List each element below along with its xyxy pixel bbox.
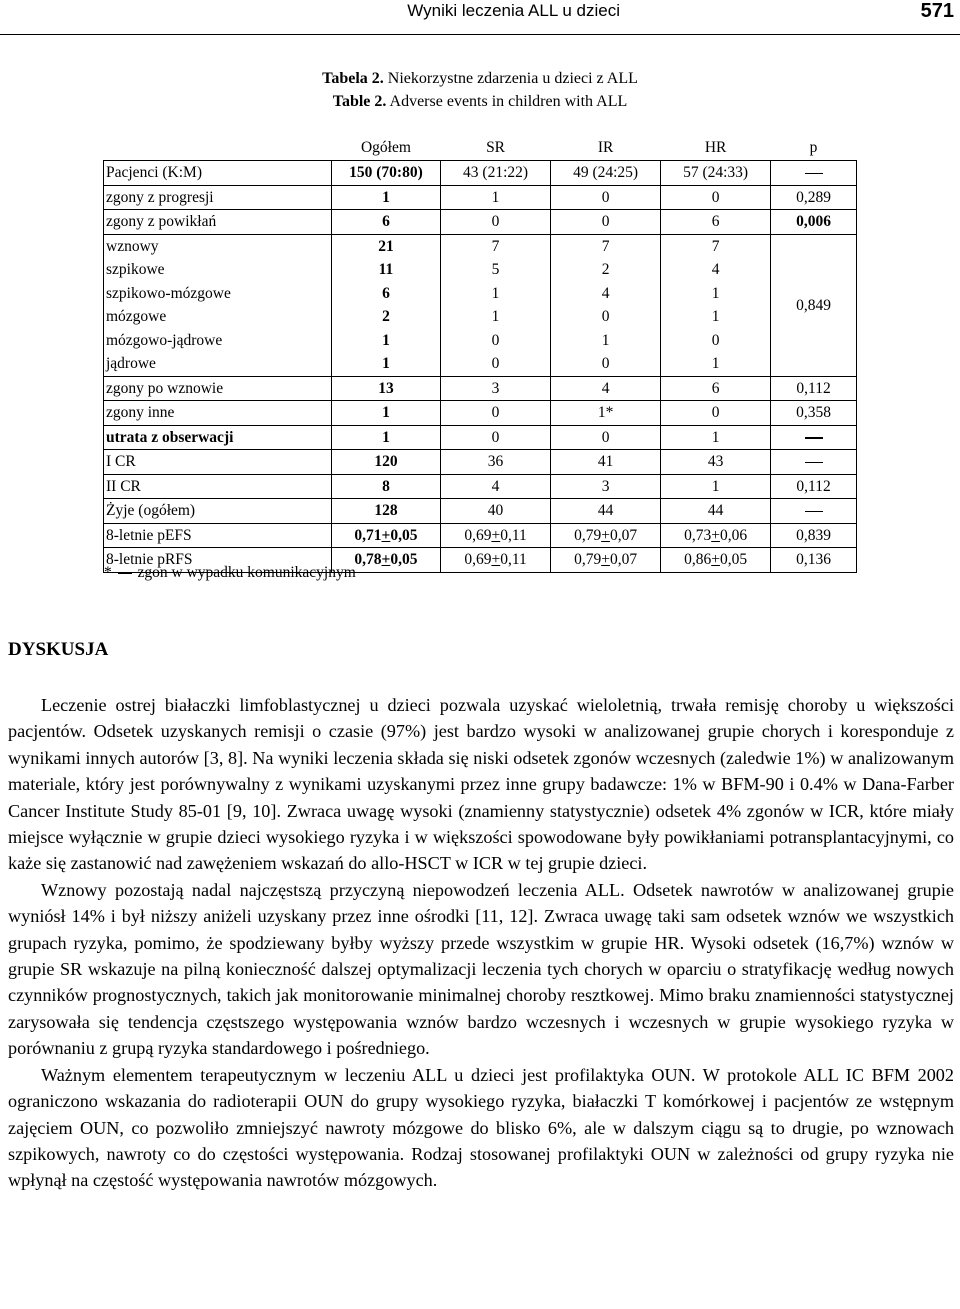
row-label: szpikowe	[104, 258, 332, 282]
error: 0,07	[609, 551, 638, 569]
cell-hr: 1	[661, 305, 771, 329]
cell-total	[331, 523, 440, 548]
cell-p	[771, 161, 857, 186]
header-cell-hr: HR	[704, 139, 727, 156]
cell-hr: 0	[661, 401, 771, 426]
cell-total: 13	[331, 376, 440, 401]
row-label: wznowy	[104, 234, 332, 258]
row-label: zgony po wznowie	[104, 376, 332, 401]
cell-sr: 1	[441, 185, 551, 210]
cell-sr: 40	[441, 499, 551, 524]
table-row	[104, 305, 857, 329]
error: 0,05	[390, 526, 418, 544]
adverse-events-table	[103, 135, 857, 573]
page-number: 571	[920, 0, 954, 22]
row-label: szpikowo-mózgowe	[104, 282, 332, 306]
cell-hr: 4	[661, 258, 771, 282]
cell-ir: 3	[551, 474, 661, 499]
cell-total: 2	[331, 305, 440, 329]
table-row	[104, 425, 857, 450]
cell-ir: 4	[551, 282, 661, 306]
row-label: mózgowo-jądrowe	[104, 329, 332, 353]
table-row	[104, 282, 857, 306]
cell-ir: 0	[551, 425, 661, 450]
cell-sr: 43 (21:22)	[441, 161, 551, 186]
cell-hr: 43	[661, 450, 771, 475]
plus-minus-sign: +	[601, 551, 610, 569]
table-row	[104, 210, 857, 235]
plus-minus-sign: +	[711, 551, 720, 569]
footnote-text: zgon w wypadku komunikacyjnym	[137, 564, 356, 581]
header-cell-label	[104, 135, 332, 161]
error: 0,11	[500, 526, 527, 544]
dash-mark	[805, 437, 823, 439]
error: 0,07	[609, 526, 638, 544]
cell-hr	[661, 548, 771, 573]
dash-mark	[805, 173, 823, 175]
table-row	[104, 234, 857, 258]
estimate: 0,73	[684, 526, 712, 544]
section-body	[8, 692, 954, 1194]
table-row	[104, 352, 857, 376]
row-label: zgony inne	[104, 401, 332, 426]
cell-ir: 1	[551, 329, 661, 353]
paragraph: Leczenie ostrej białaczki limfoblastycznej u dzieci pozwala uzyskać wieloletnią, trwała remisję choroby u większości pacjentów. Odsetek uzyskanych remisji o czasie (97%) jest bardzo wysoki w analizowanej grupie chorych i koresponduje z wynikami innych autorów [3, 8]. Na wyniki leczenia składa się niski odsetek zgonów wczesnych (zaledwie 1%) w analizowanym materiale, który jest porównywalny z wynikami uzyskanymi przez inne grupy badawcze: 1% w BFM-90 i 0.4% w Dana-Farber Cancer Institute Study 85-01 [9, 10]. Zwraca uwagę wysoki (znamienny statystycznie) odsetek 4% zgonów w ICR, które miały miejsce wyłącznie w grupie dzieci wysokiego ryzyka i w większości spowodowane były powikłaniami potransplantacyjnymi, co każe się zastanowić nad zawężeniem wskazań do allo-HSCT w ICR w tej grupie dzieci.	[8, 695, 954, 874]
cell-sr: 0	[441, 425, 551, 450]
cell-total: 11	[331, 258, 440, 282]
journal-title: Wyniki leczenia ALL u dzieci	[407, 1, 620, 20]
estimate: 0,71	[354, 526, 382, 544]
paragraph: Wznowy pozostają nadal najczęstszą przyczyną niepowodzeń leczenia ALL. Odsetek nawrotów w analizowanej grupie wyniósł 14% i był niższy aniżeli uzyskany przez inne ośrodki [11, 12]. Zwraca uwagę taki sam odsetek wznów we wszystkich grupach ryzyka, pomimo, że spodziewany byłby wyższy przede wszystkim w grupie HR. Wysoki odsetek (16,7%) wznów w grupie SR wskazuje na pilną konieczność dalszej optymalizacji leczenia tych chorych w oparciu o stratyfikację według nowych czynników prognostycznych, takich jak monitorowanie minimalnej choroby resztkowej. Mimo braku znamienności statystycznej zarysowała się tendencja częstszego występowania wznów bardzo wczesnych i wczesnych w grupie wysokiego ryzyka w porównaniu z grupą ryzyka standardowego i pośredniego.	[8, 879, 954, 1059]
cell-sr: 1	[441, 282, 551, 306]
plus-minus-sign: +	[711, 526, 720, 544]
row-label: I CR	[104, 450, 332, 475]
row-label: jądrowe	[104, 352, 332, 376]
cell-total: 128	[331, 499, 440, 524]
cell-hr: 1	[661, 474, 771, 499]
table-row	[104, 401, 857, 426]
caption-label-polish: Tabela 2.	[322, 70, 384, 87]
cell-ir: 0	[551, 305, 661, 329]
cell-hr	[661, 523, 771, 548]
table-row	[104, 376, 857, 401]
cell-total: 1	[331, 185, 440, 210]
cell-sr: 0	[441, 401, 551, 426]
row-label: mózgowe	[104, 305, 332, 329]
table-row	[104, 185, 857, 210]
cell-ir	[551, 523, 661, 548]
header-cell-p: p	[809, 139, 818, 156]
cell-ir: 0	[551, 185, 661, 210]
dash-mark	[805, 462, 823, 464]
row-label: Pacjenci (K:M)	[104, 161, 332, 186]
plus-minus-sign: +	[491, 526, 501, 544]
error: 0,05	[719, 551, 748, 569]
table-row	[104, 161, 857, 186]
cell-hr: 44	[661, 499, 771, 524]
row-label: 8-letnie pEFS	[104, 523, 332, 548]
cell-total: 6	[331, 210, 440, 235]
plus-minus-sign: +	[601, 526, 610, 544]
header-cell-sr: SR	[486, 139, 506, 156]
cell-sr	[441, 548, 551, 573]
row-label: Żyje (ogółem)	[104, 499, 332, 524]
cell-sr	[441, 523, 551, 548]
cell-p	[771, 425, 857, 450]
cell-sr: 4	[441, 474, 551, 499]
cell-total: 1	[331, 352, 440, 376]
cell-ir: 44	[551, 499, 661, 524]
table-row	[104, 329, 857, 353]
cell-total: 1	[331, 425, 440, 450]
cell-p	[771, 499, 857, 524]
error: 0,11	[500, 551, 527, 569]
table-caption-english	[0, 91, 960, 113]
cell-sr: 7	[441, 234, 551, 258]
cell-p: 0,839	[771, 523, 857, 548]
cell-hr: 0	[661, 329, 771, 353]
cell-sr: 3	[441, 376, 551, 401]
estimate: 0,79	[574, 551, 602, 569]
cell-total: 8	[331, 474, 440, 499]
cell-p: 0,289	[771, 185, 857, 210]
plus-minus-sign: +	[381, 551, 391, 569]
table-body	[104, 161, 857, 573]
cell-p: 0,358	[771, 401, 857, 426]
dash-mark	[805, 511, 823, 513]
cell-total: 1	[331, 401, 440, 426]
cell-p: 0,112	[771, 474, 857, 499]
relapse-group-p: 0,849	[771, 234, 857, 376]
cell-sr: 0	[441, 329, 551, 353]
cell-p: 0,112	[771, 376, 857, 401]
cell-total: 21	[331, 234, 440, 258]
table-row	[104, 474, 857, 499]
table-row	[104, 258, 857, 282]
estimate: 0,86	[684, 551, 712, 569]
table-caption-polish	[0, 68, 960, 90]
dash-mark	[118, 573, 132, 575]
plus-minus-sign: +	[491, 551, 501, 569]
cell-ir: 0	[551, 210, 661, 235]
table-footnote	[104, 562, 356, 584]
cell-hr: 1	[661, 282, 771, 306]
cell-total: 6	[331, 282, 440, 306]
table-header-row	[104, 135, 857, 161]
error: 0,05	[390, 551, 418, 569]
cell-p	[771, 450, 857, 475]
cell-sr: 1	[441, 305, 551, 329]
cell-hr: 0	[661, 185, 771, 210]
row-label: utrata z obserwacji	[104, 425, 332, 450]
row-label: zgony z powikłań	[104, 210, 332, 235]
cell-ir: 2	[551, 258, 661, 282]
footnote-star: *	[104, 564, 112, 581]
cell-hr: 1	[661, 352, 771, 376]
cell-ir: 0	[551, 352, 661, 376]
row-label: 8-letnie pRFS	[104, 548, 332, 573]
cell-hr: 7	[661, 234, 771, 258]
cell-total: 1	[331, 329, 440, 353]
estimate: 0,78	[354, 551, 382, 569]
cell-ir: 1*	[551, 401, 661, 426]
table-row	[104, 450, 857, 475]
cell-p: 0,136	[771, 548, 857, 573]
caption-text-english: Adverse events in children with ALL	[386, 93, 628, 110]
estimate: 0,69	[464, 526, 492, 544]
cell-ir	[551, 548, 661, 573]
estimate: 0,69	[464, 551, 492, 569]
cell-hr: 6	[661, 210, 771, 235]
cell-ir: 49 (24:25)	[551, 161, 661, 186]
row-label: zgony z progresji	[104, 185, 332, 210]
cell-total: 150 (70:80)	[331, 161, 440, 186]
cell-sr: 0	[441, 352, 551, 376]
cell-total: 120	[331, 450, 440, 475]
error: 0,06	[719, 526, 748, 544]
paragraph: Ważnym elementem terapeutycznym w leczeniu ALL u dzieci jest profilaktyka OUN. W protokole ALL IC BFM 2002 ograniczono wskazania do radioterapii OUN do grupy wysokiego ryzyka, białaczki T komórkowej i pacjentów ze wstępnym zajęciem OUN, co pozwoliło zmniejszyć nawroty mózgowe do blisko 6%, ale w dalszym ciągu są to drugie, po wznowach szpikowych, nawroty co do częstości występowania. Rodzaj stosowanej profilaktyki OUN w zależności od grupy ryzyka nie wpłynął na częstość występowania nawrotów mózgowych.	[8, 1064, 954, 1191]
cell-hr: 1	[661, 425, 771, 450]
estimate: 0,79	[574, 526, 602, 544]
cell-ir: 7	[551, 234, 661, 258]
plus-minus-sign: +	[381, 526, 391, 544]
cell-hr: 6	[661, 376, 771, 401]
cell-sr: 36	[441, 450, 551, 475]
caption-label-english: Table 2.	[332, 93, 387, 110]
cell-sr: 0	[441, 210, 551, 235]
cell-ir: 4	[551, 376, 661, 401]
cell-p: 0,006	[771, 210, 857, 235]
table-row	[104, 499, 857, 524]
cell-hr: 57 (24:33)	[661, 161, 771, 186]
cell-ir: 41	[551, 450, 661, 475]
caption-text-polish: Niekorzystne zdarzenia u dzieci z ALL	[383, 70, 638, 87]
section-heading: DYSKUSJA	[8, 639, 109, 660]
table-row	[104, 523, 857, 548]
row-label: II CR	[104, 474, 332, 499]
running-header	[0, 0, 960, 35]
header-cell-total: Ogółem	[360, 139, 411, 156]
header-cell-ir: IR	[597, 139, 614, 156]
cell-sr: 5	[441, 258, 551, 282]
